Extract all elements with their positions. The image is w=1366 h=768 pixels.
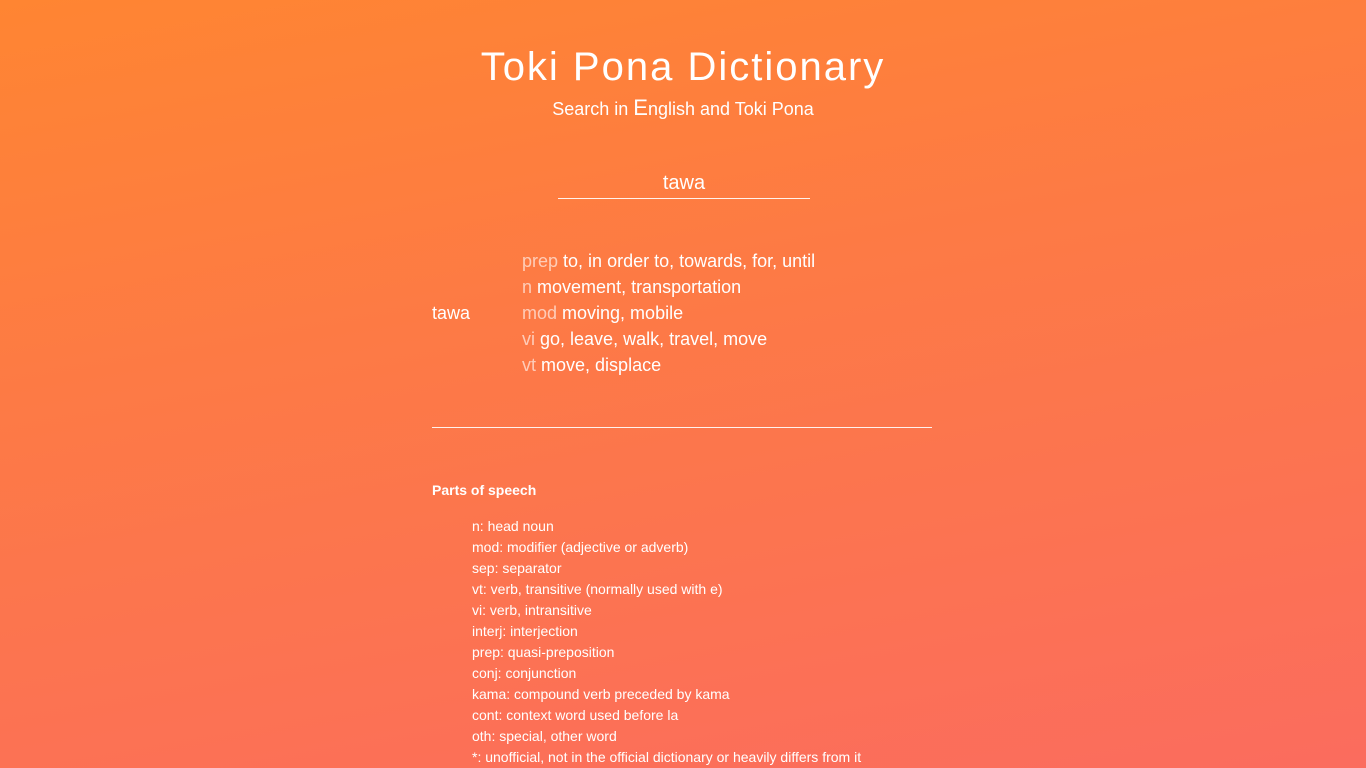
list-item: oth: special, other word [472, 728, 617, 744]
definition-item [522, 300, 815, 326]
definition-list [522, 248, 815, 378]
list-item: mod: modifier (adjective or adverb) [472, 539, 689, 555]
definition-text: to, in order to, towards, for, until [563, 251, 816, 271]
page-subtitle [0, 96, 1366, 121]
search-input[interactable] [558, 168, 810, 198]
list-item: interj: interjection [472, 623, 578, 639]
list-item: cont: context word used before la [472, 707, 679, 723]
definition-item [522, 248, 815, 274]
parts-of-speech-list [472, 516, 861, 768]
list-item: *: unofficial, not in the official dictionary or heavily differs from it [472, 749, 862, 765]
section-divider [432, 427, 932, 428]
subtitle-text-post: nglish and Toki Pona [647, 99, 814, 119]
list-item: n: head noun [472, 518, 554, 534]
definition-text: movement, transportation [537, 277, 742, 297]
result-word: tawa [432, 303, 471, 323]
definition-item [522, 326, 815, 352]
list-item: conj: conjunction [472, 665, 577, 681]
definition-pos: prep [522, 251, 559, 271]
page-title: Toki Pona Dictionary [480, 45, 886, 89]
list-item: vi: verb, intransitive [472, 602, 592, 618]
search-field [558, 168, 810, 199]
list-item: prep: quasi-preposition [472, 644, 615, 660]
page-header [0, 40, 1366, 121]
definition-text: moving, mobile [562, 303, 684, 323]
definition-text: move, displace [541, 355, 662, 375]
parts-of-speech-heading: Parts of speech [432, 482, 537, 498]
definition-item [522, 274, 815, 300]
list-item: vt: verb, transitive (normally used with e) [472, 581, 723, 597]
definition-pos: mod [522, 303, 558, 323]
search-result [432, 248, 932, 378]
subtitle-text-pre: Search in [552, 99, 634, 119]
list-item: sep: separator [472, 560, 562, 576]
definition-item [522, 352, 815, 378]
subtitle-big-letter: E [633, 95, 648, 120]
definition-pos: vi [522, 329, 535, 349]
definition-text: go, leave, walk, travel, move [540, 329, 768, 349]
definition-pos: n [522, 277, 533, 297]
definition-pos: vt [522, 355, 537, 375]
list-item: kama: compound verb preceded by kama [472, 686, 730, 702]
